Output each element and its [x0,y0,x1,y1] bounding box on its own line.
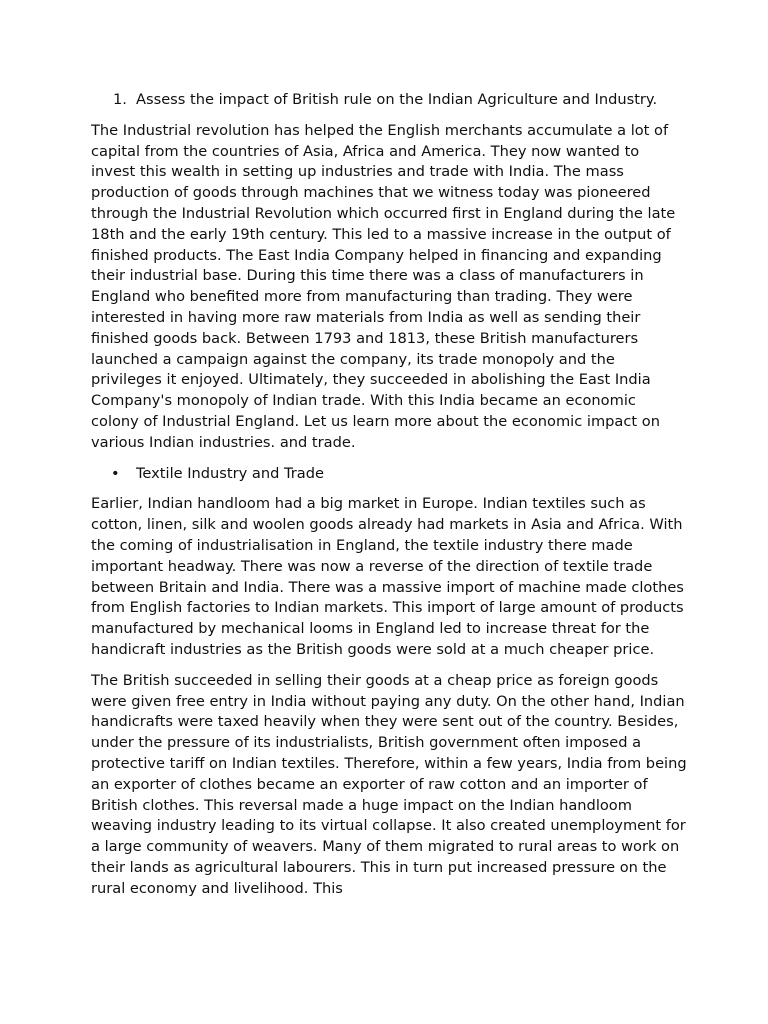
list-number: 1. [113,91,127,108]
question-item [91,90,687,111]
question-text: Assess the impact of British rule on the Indian Agriculture and Industry. [136,91,658,108]
document-page [91,90,687,909]
bullet-icon: • [111,464,120,482]
section-heading-text: Textile Industry and Trade [136,464,324,482]
intro-paragraph: The Industrial revolution has helped the English merchants accumulate a lot of capital from the countries of Asia, Africa and America. They now wanted to invest this wealth in setting up industries and trade with India. The mass production of goods through machines that we witness today was pioneered through the Industrial Revolution which occurred first in England during the late 18th and the early 19th century. This led to a massive increase in the output of finished products. The East India Company helped in financing and expanding their industrial base. During this time there was a class of manufacturers in England who benefited more from manufacturing than trading. They were interested in having more raw materials from India as well as sending their finished goods back. Between 1793 and 1813, these British manufacturers launched a campaign against the company, its trade monopoly and the privileges it enjoyed. Ultimately, they succeeded in abolishing the East India Company's monopoly of Indian trade. With this India became an economic colony of Industrial England. Let us learn more about the economic impact on various Indian industries. and trade. [91,121,676,451]
section-heading [91,464,687,485]
paragraph-british-trade: The British succeeded in selling their goods at a cheap price as foreign goods were given free entry in India without paying any duty. On the other hand, Indian handicrafts were taxed heavily when they were sent out of the country. Besides, under the pressure of its industrialists, British government often imposed a protective tariff on Indian textiles. Therefore, within a few years, India from being an exporter of clothes became an exporter of raw cotton and an importer of British clothes. This reversal made a huge impact on the Indian handloom weaving industry leading to its virtual collapse. It also created unemployment for a large community of weavers. Many of them migrated to rural areas to work on their lands as agricultural labourers. This in turn put increased pressure on the rural economy and livelihood. This [91,671,687,897]
paragraph-textile-market: Earlier, Indian handloom had a big market in Europe. Indian textiles such as cotton, linen, silk and woolen goods already had markets in Asia and Africa. With the coming of industrialisation in England, the textile industry there made important headway. There was now a reverse of the direction of textile trade between Britain and India. There was a massive import of machine made clothes from English factories to Indian markets. This import of large amount of products manufactured by mechanical looms in England led to increase threat for the handicraft industries as the British goods were sold at a much cheaper price. [91,495,684,658]
